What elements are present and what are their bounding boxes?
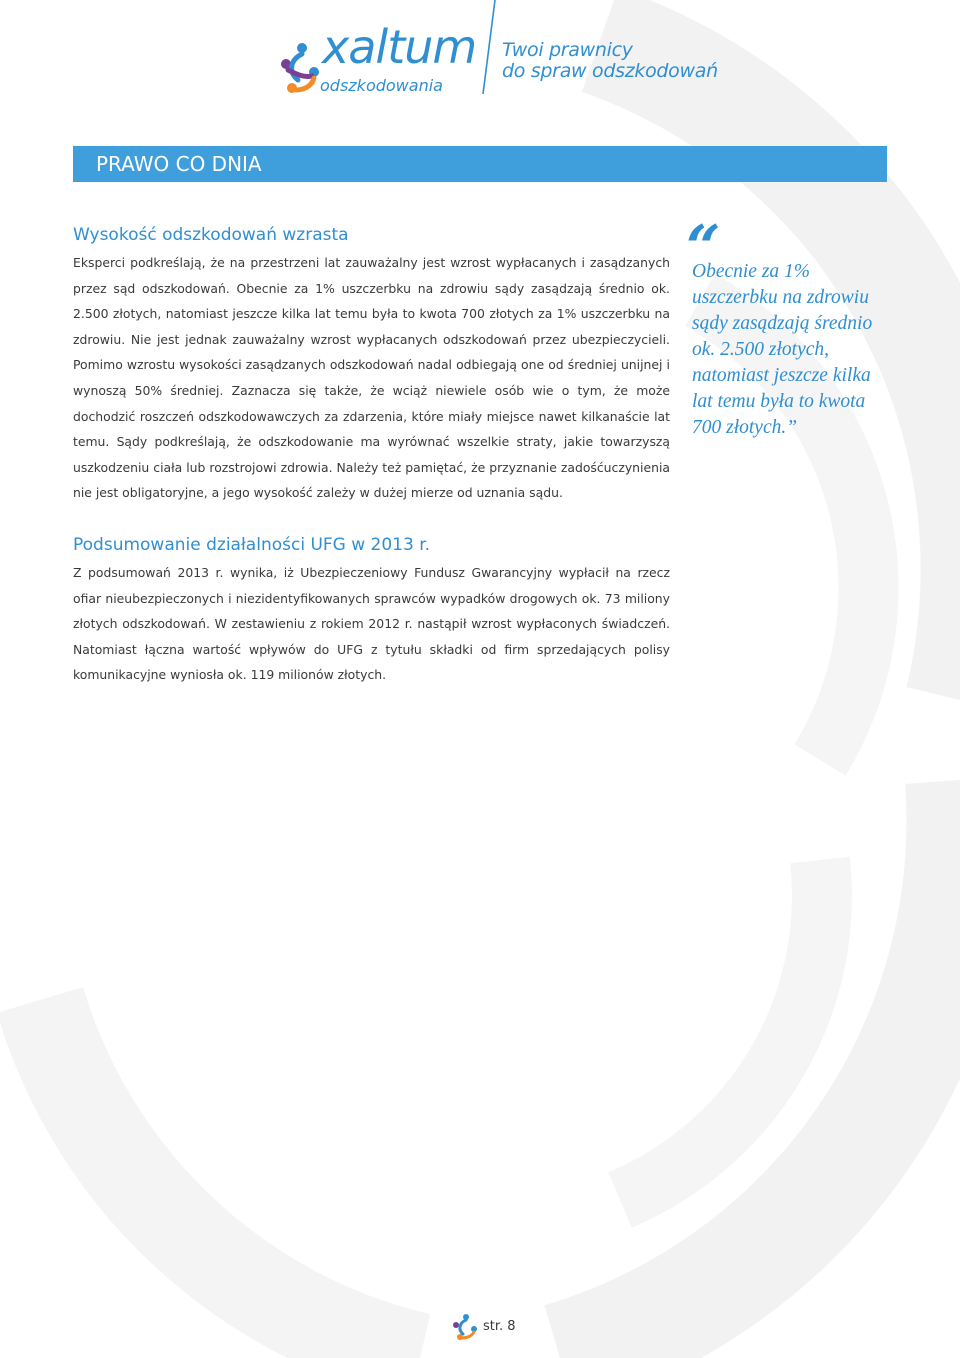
article-body-ufg: Z podsumowań 2013 r. wynika, iż Ubezpieczeniowy Fundusz Gwarancyjny wypłacił na rzecz ofiar nieubezpieczonych i niezidentyfikowanych sprawców wypadków drogowych ok. 73 miliony złotych odszkodowań. W zestawieniu z rokiem 2012 r. nastąpił wzrost wypłaconych świadczeń. Natomiast łączna wartość wpływów do UFG z tytułu składki od firm sprzedających polisy komunikacyjne wyniosła ok. 119 milionów złotych. xyxy=(73,565,670,683)
section-title: PRAWO CO DNIA xyxy=(96,152,262,176)
article-heading-ufg: Podsumowanie działalności UFG w 2013 r. xyxy=(73,535,431,555)
pull-quote: Obecnie za 1% uszczerbku na zdrowiu sądy zasądzają średnio ok. 2.500 złotych, natomiast jeszcze kilka lat temu była to kwota 700 złotych.” xyxy=(692,261,873,438)
tagline-line-2: do spraw odszkodowań xyxy=(502,60,718,82)
footer-logo-icon xyxy=(451,1313,479,1341)
tagline-line-1: Twoi prawnicy xyxy=(502,39,633,61)
quote-mark-icon: “ xyxy=(686,213,721,283)
logo-subtitle: odszkodowania xyxy=(320,76,443,95)
logo-people-icon xyxy=(278,42,324,98)
logo-wordmark: xaltum xyxy=(322,20,477,74)
article-heading-compensation: Wysokość odszkodowań wzrasta xyxy=(73,225,349,245)
header-tagline xyxy=(502,40,722,82)
page-number: str. 8 xyxy=(483,1319,516,1334)
section-header-bar xyxy=(73,146,887,182)
article-body-compensation: Eksperci podkreślają, że na przestrzeni lat zauważalny jest wzrost wypłacanych i zasądzanych przez sąd odszkodowań. Obecnie za 1% uszczerbku na zdrowiu sądy zasądzają średnio ok. 2.500 złotych, natomiast jeszcze kilka lat temu była to kwota 700 złotych za 1% uszczerbku na zdrowiu. Nie jest jednak zauważalny wzrost wypłacanych odszkodowań przez ubezpieczycieli. Pomimo wzrostu wysokości zasądzanych odszkodowań nadal odbiegają one od średniej unijnej i wynoszą 50% średniej. Zaznacza się także, że wciąż niewiele osób wie o tym, że może dochodzić roszczeń odszkodowawczych za zdarzenia, które miały miejsce nawet kilkanaście lat temu. Sądy podkreślają, że odszkodowanie ma wyrównać wszelkie straty, jakie towarzyszą uszkodzeniu ciała lub rozstrojowi zdrowia. Należy też pamiętać, że przyznanie zadośćuczynienia nie jest obligatoryjne, a jego wysokość zależy w dużej mierze od uznania sądu. xyxy=(73,255,670,501)
logo-divider xyxy=(481,0,497,94)
